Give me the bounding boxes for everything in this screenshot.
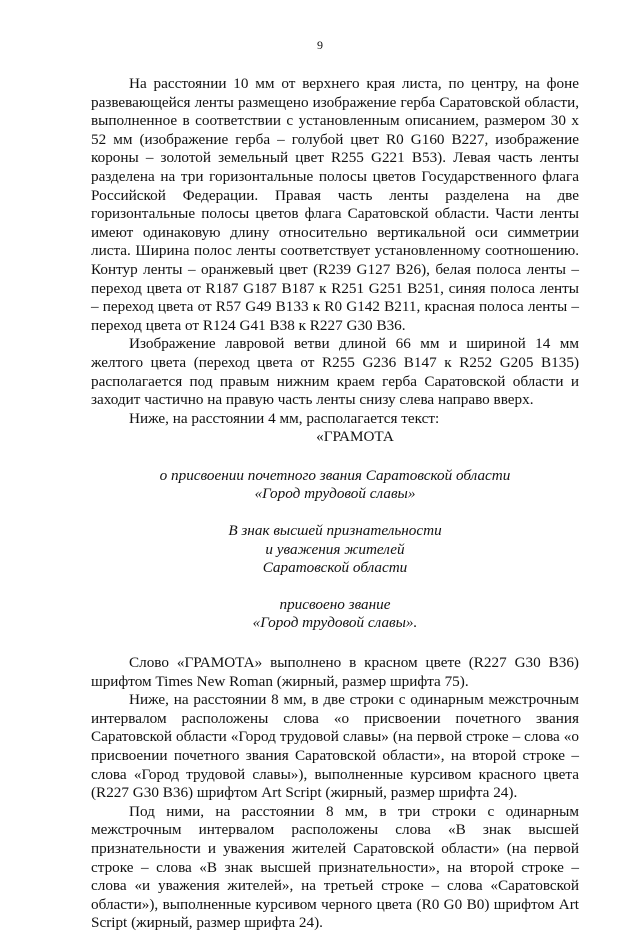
gramota-line-5: Саратовской области (262, 559, 408, 577)
paragraph-laurel-branch: Изображение лавровой ветви длиной 66 мм и шириной 14 мм желтого цвета (переход цвета от R255 G236 B147 к R252 G205 B135) располагается под правым нижним краем герба Саратовской области и заходит частично на правую часть ленты снизу слева направо вверх. (91, 335, 579, 409)
paragraph-emblem-description: На расстоянии 10 мм от верхнего края листа, по центру, на фоне развевающейся ленты размещено изображение герба Саратовской области, выполненное в соответствии с установленным описанием, размером 30 х 52 мм (изображение герба – голубой цвет R0 G160 B227, изображение короны – золотой земельный цвет R255 G221 B53). Левая часть ленты разделена на три горизонтальные полосы цветов Государственного флага Российской Федерации. Правая часть ленты разделена на две горизонтальные полосы цветов флага Саратовской области. Части ленты имеют одинаковую длину относительно вертикальной оси симметрии листа. Ширина полос ленты соответствует установленному соотношению. Контур ленты – оранжевый цвет (R239 G127 B26), белая полоса ленты – переход цвета от R187 G187 B187 к R251 G251 B251, синяя полоса ленты – переход цвета от R57 G49 B133 к R0 G142 B211, красная полоса ленты – переход цвета от R124 G41 B38 к R227 G30 B36. (91, 75, 579, 334)
gramota-line-3: В знак высшей признательности (228, 522, 442, 540)
paragraph-text-intro: Ниже, на расстоянии 4 мм, располагается текст: (129, 409, 440, 427)
gramota-line-4: и уважения жителей (265, 540, 405, 558)
gramota-line-7: «Город трудовой славы». (252, 614, 418, 632)
gramota-line-2: «Город трудовой славы» (254, 485, 416, 503)
gramota-line-1: о присвоении почетного звания Саратовской области (159, 466, 511, 484)
paragraph-gratitude-lines: Под ними, на расстоянии 8 мм, в три строки с одинарным межстрочным интервалом расположены слова «В знак высшей признательности и уважения жителей Саратовской области» (на первой строке – слова «В знак высшей признательности», на второй строке – слова «и уважения жителей», на третьей строке – слова «Саратовской области»), выполненные курсивом черного цвета (R0 G0 B0) шрифтом Art Script (жирный, размер шрифта 24). (91, 802, 579, 932)
gramota-title: «ГРАМОТА (316, 428, 394, 446)
document-body (91, 75, 579, 933)
page-number: 9 (317, 38, 323, 52)
gramota-line-6: присвоено звание (279, 595, 391, 613)
paragraph-title-lines: Ниже, на расстоянии 8 мм, в две строки с одинарным межстрочным интервалом расположены слова «о присвоении почетного звания Саратовской области «Город трудовой славы» (на первой строке – слова «о присвоении почетного звания Саратовской области», на второй строке – слова «Город трудовой славы»), выполненные курсивом красного цвета (R227 G30 B36) шрифтом Art Script (жирный, размер шрифта 24). (91, 691, 579, 802)
paragraph-gramota-font: Слово «ГРАМОТА» выполнено в красном цвете (R227 G30 B36) шрифтом Times New Roman (жирный, размер шрифта 75). (91, 654, 579, 690)
